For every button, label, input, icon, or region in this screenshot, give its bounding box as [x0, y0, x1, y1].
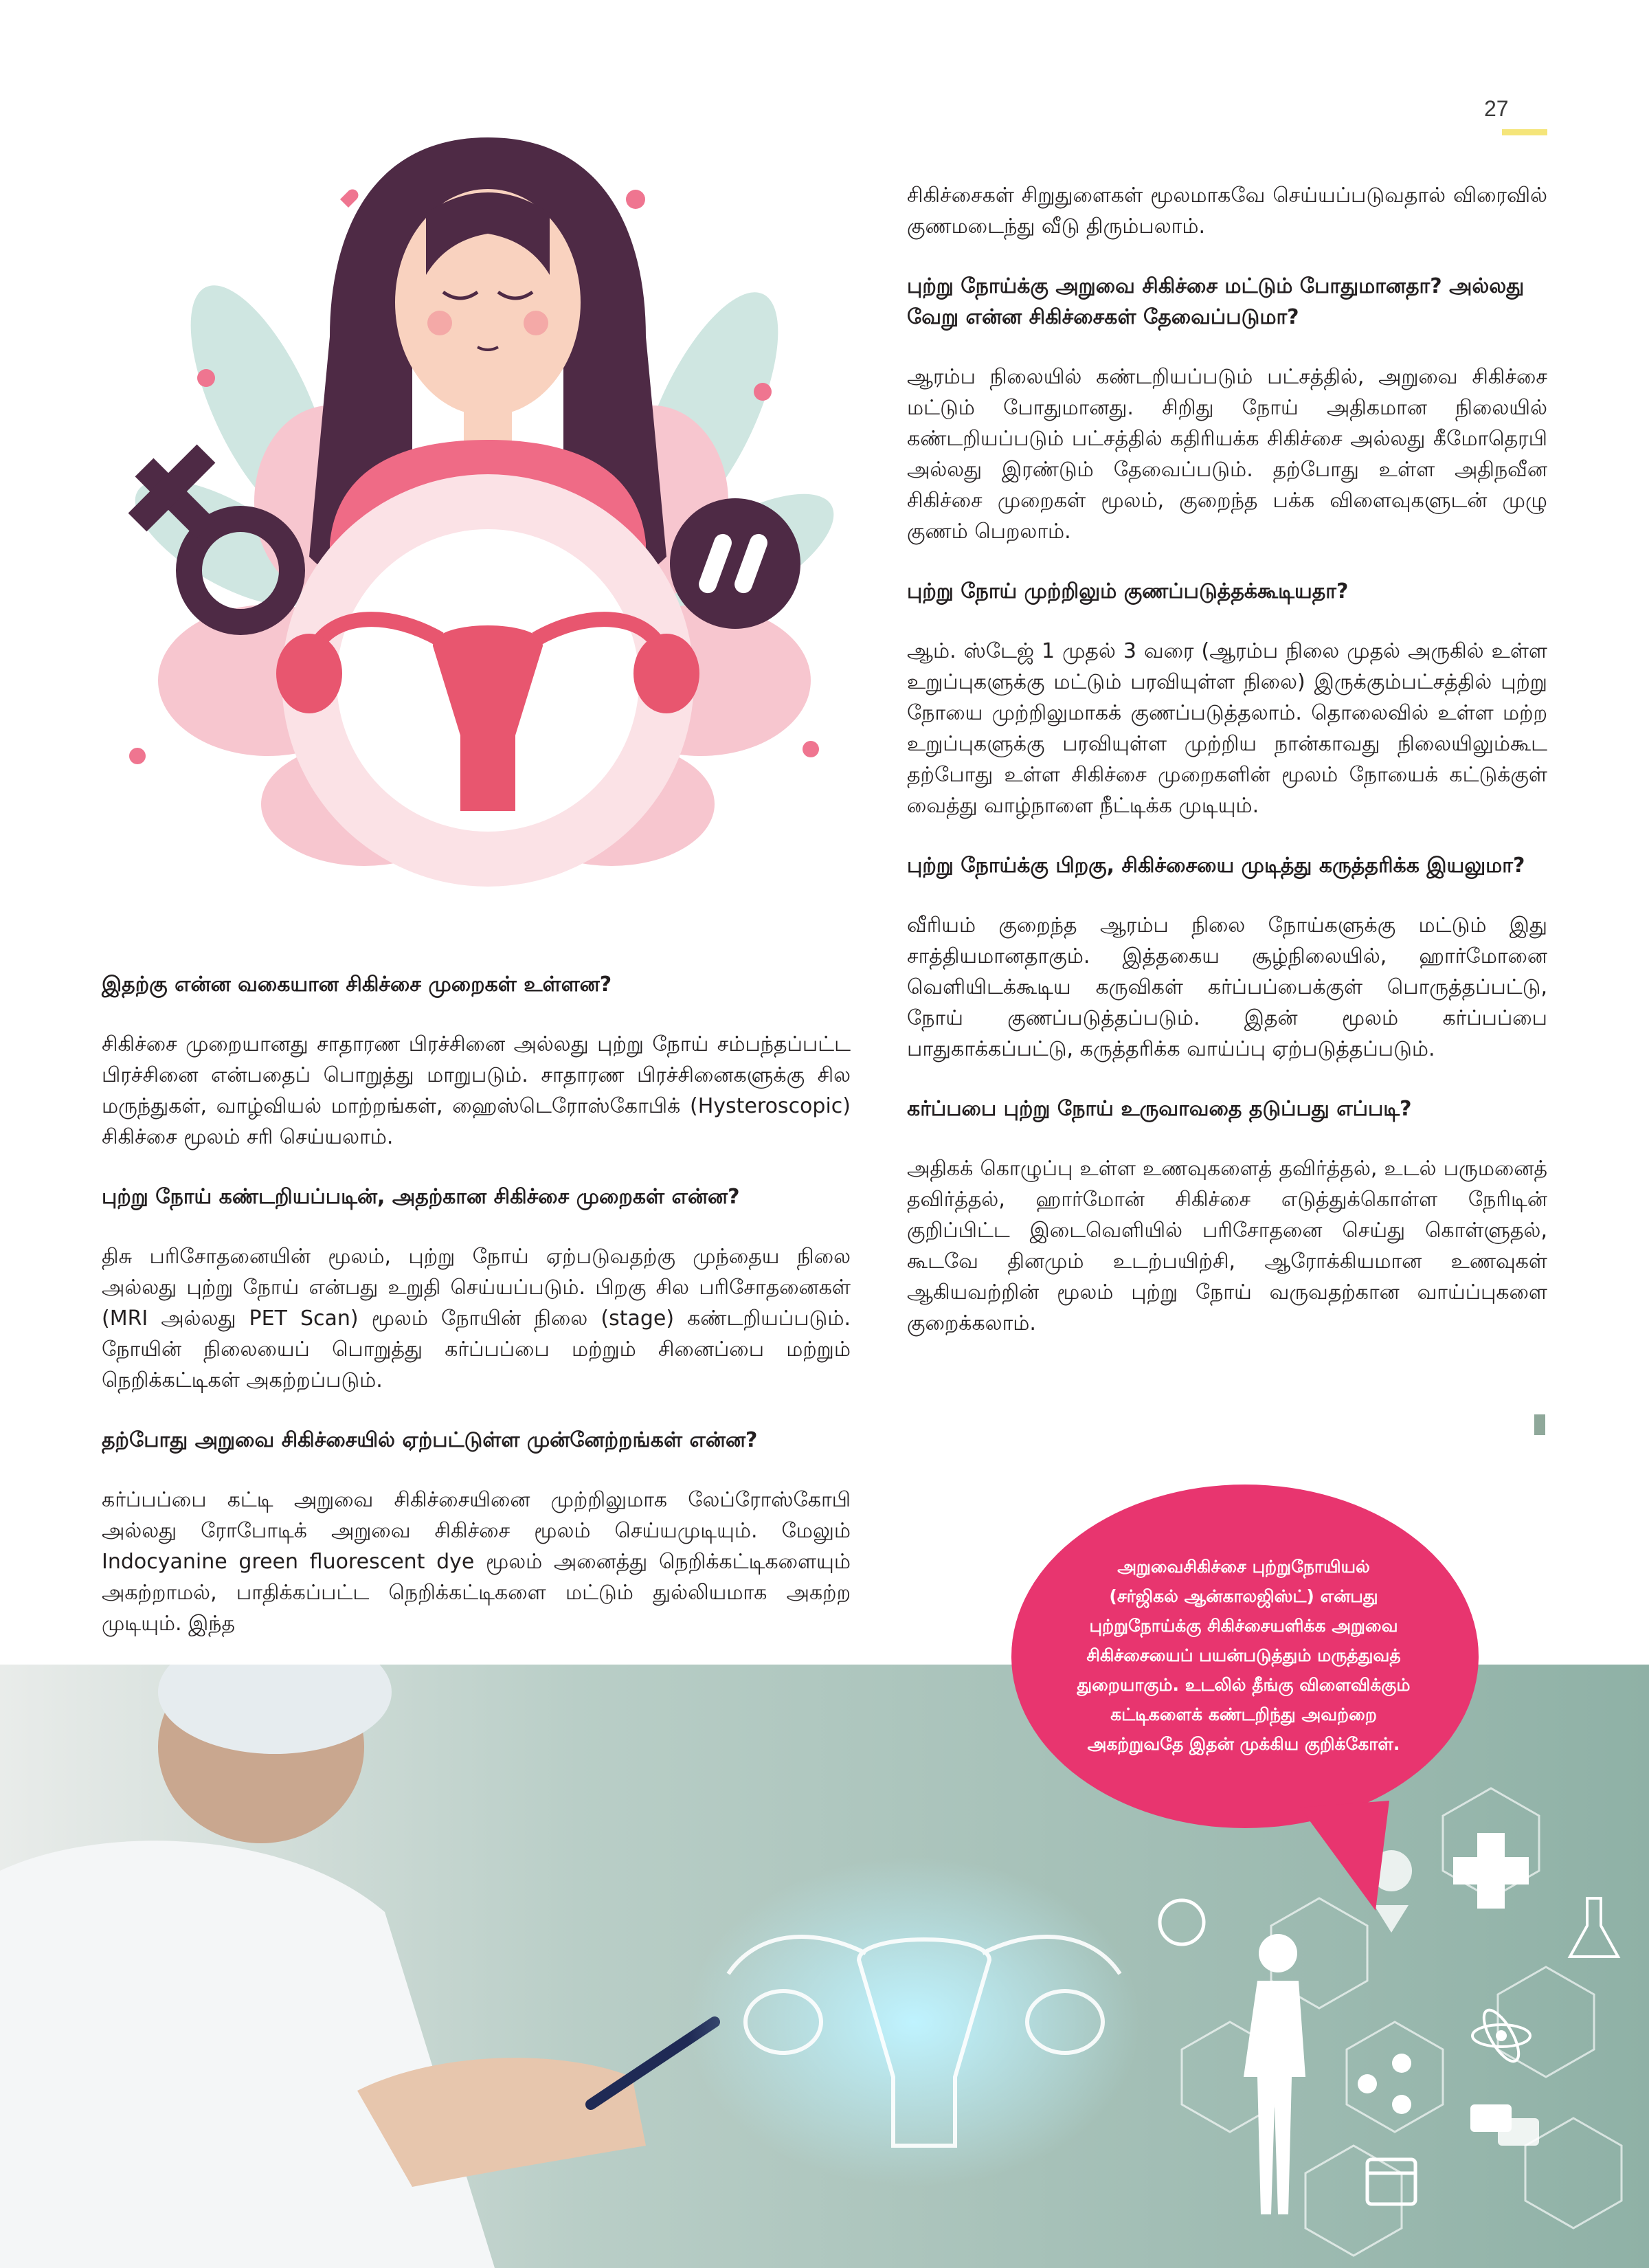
answer-paragraph: வீரியம் குறைந்த ஆரம்ப நிலை நோய்களுக்கு மட்டும் இது சாத்தியமானதாகும். இத்தகைய சூழ்நிலையில், ஹார்மோனை வெளியிடக்கூடிய கருவிகள் கர்ப்பப்பைக்குள் பொருத்தப்பட்டு, நோய் குணப்படுத்தப்படும். இதன் மூலம் கர்ப்பப்பை பாதுகாக்கப்பட்டு, கருத்தரிக்க வாய்ப்பு ஏற்படுத்தப்படும். [907, 913, 1547, 1061]
callout-text [1031, 1552, 1457, 1759]
woman-uterus-illustration [103, 117, 873, 921]
answer-paragraph: ஆம். ஸ்டேஜ் 1 முதல் 3 வரை (ஆரம்ப நிலை முதல் அருகில் உள்ள உறுப்புகளுக்கு மட்டும் பரவியுள்ள நிலை) இருக்கும்பட்சத்தில் புற்று நோயை முற்றிலுமாகக் குணப்படுத்தலாம். தொலைவில் உள்ள மற்ற உறுப்புகளுக்கு பரவியுள்ள முற்றிய நான்காவது நிலையிலும்கூட தற்போது உள்ள சிகிச்சை முறைகளின் மூலம் நோயைக் கட்டுக்குள் வைத்து வாழ்நாளை நீட்டிக்க முடியும். [907, 639, 1547, 818]
page-number: 27 [1484, 96, 1509, 121]
right-column [907, 180, 1547, 1368]
question-heading: தற்போது அறுவை சிகிச்சையில் ஏற்பட்டுள்ள முன்னேற்றங்கள் என்ன? [102, 1428, 758, 1452]
question-heading: புற்று நோய் கண்டறியப்படின், அதற்கான சிகிச்சை முறைகள் என்ன? [102, 1185, 740, 1209]
question-heading: புற்று நோய்க்கு அறுவை சிகிச்சை மட்டும் போதுமானதா? அல்லது வேறு என்ன சிகிச்சைகள் தேவைப்படுமா? [907, 274, 1525, 329]
callout-line: துறையாகும். உடலில் தீங்கு விளைவிக்கும் [1077, 1675, 1411, 1695]
article-end-mark [1534, 1414, 1545, 1435]
atom-icon [1496, 2030, 1507, 2041]
left-column [102, 969, 851, 1668]
answer-paragraph: சிகிச்சை முறையானது சாதாரண பிரச்சினை அல்லது புற்று நோய் சம்பந்தப்பட்ட பிரச்சினை என்பதைப் பொறுத்து மாறுபடும். சாதாரண பிரச்சினைகளுக்கு சில மருந்துகள், வாழ்வியல் மாற்றங்கள், ஹைஸ்டெரோஸ்கோபிக் (Hysteroscopic) சிகிச்சை மூலம் சரி செய்யலாம். [102, 1032, 851, 1149]
answer-paragraph: அதிகக் கொழுப்பு உள்ள உணவுகளைத் தவிர்த்தல், உடல் பருமனைத் தவிர்த்தல், ஹார்மோன் சிகிச்சை எடுத்துக்கொள்ள நேரிடின் குறிப்பிட்ட இடைவெளியில் பரிசோதனை செய்து கொள்ளுதல், கூடவே தினமும் உடற்பயிற்சி, ஆரோக்கியமான உணவுகள் ஆகியவற்றின் மூலம் புற்று நோய் வருவதற்கான வாய்ப்புகளை குறைக்கலாம். [907, 1157, 1547, 1335]
question-heading: கர்ப்பபை புற்று நோய் உருவாவதை தடுப்பது எப்படி? [907, 1097, 1412, 1121]
callout-line: அகற்றுவதே இதன் முக்கிய குறிக்கோள். [1087, 1734, 1400, 1754]
callout-line: (சர்ஜிகல் ஆன்காலஜிஸ்ட்) என்பது [1109, 1586, 1378, 1606]
question-heading: புற்று நோய் முற்றிலும் குணப்படுத்தக்கூடியதா? [907, 579, 1349, 603]
answer-paragraph: கர்ப்பப்பை கட்டி அறுவை சிகிச்சையினை முற்றிலுமாக லேப்ரோஸ்கோபி அல்லது ரோபோடிக் அறுவை சிகிச்சை மூலம் செய்யமுடியும். மேலும் Indocyanine green fluorescent dye மூலம் அனைத்து நெறிக்கட்டிகளையும் அகற்றாமல், பாதிக்கப்பட்ட நெறிக்கட்டிகளை மட்டும் துல்லியமாக அகற்ற முடியும். இந்த [102, 1488, 851, 1636]
answer-paragraph: ஆரம்ப நிலையில் கண்டறியப்படும் பட்சத்தில், அறுவை சிகிச்சை மட்டும் போதுமானது. சிறிது நோய் அதிகமான நிலையில் கண்டறியப்படும் பட்சத்தில் கதிரியக்க சிகிச்சை அல்லது கீமோதெரபி அல்லது இரண்டும் தேவைப்படும். தற்போது உள்ள அதிநவீன சிகிச்சை முறைகள் மூலம், குறைந்த பக்க விளைவுகளுடன் முழு குணம் பெறலாம். [907, 365, 1547, 544]
answer-paragraph: திசு பரிசோதனையின் மூலம், புற்று நோய் ஏற்படுவதற்கு முந்தைய நிலை அல்லது புற்று நோய் என்பது உறுதி செய்யப்படும். பிறகு சில பரிசோதனைகள் (MRI அல்லது PET Scan) மூலம் நோயின் நிலை (stage) கண்டறியப்படும். நோயின் நிலையைப் பொறுத்து கர்ப்பப்பை மற்றும் சினைப்பை மற்றும் நெறிக்கட்டிகள் அகற்றப்படும். [102, 1245, 851, 1392]
question-heading: புற்று நோய்க்கு பிறகு, சிகிச்சையை முடித்து கருத்தரிக்க இயலுமா? [907, 854, 1525, 878]
callout-line: கட்டிகளைக் கண்டறிந்து அவற்றை [1110, 1704, 1377, 1724]
pause-icon [670, 498, 800, 629]
callout-line: புற்றுநோய்க்கு சிகிச்சையளிக்க அறுவை [1089, 1616, 1398, 1636]
page-number-underline [1502, 129, 1547, 135]
callout-line: அறுவைசிகிச்சை புற்றுநோயியல் [1117, 1557, 1370, 1577]
callout-line: சிகிச்சையைப் பயன்படுத்தும் மருத்துவத் [1086, 1645, 1401, 1665]
answer-paragraph: சிகிச்சைகள் சிறுதுளைகள் மூலமாகவே செய்யப்படுவதால் விரைவில் குணமடைந்து வீடு திரும்பலாம். [907, 184, 1547, 238]
question-heading: இதற்கு என்ன வகையான சிகிச்சை முறைகள் உள்ளன? [102, 972, 612, 997]
